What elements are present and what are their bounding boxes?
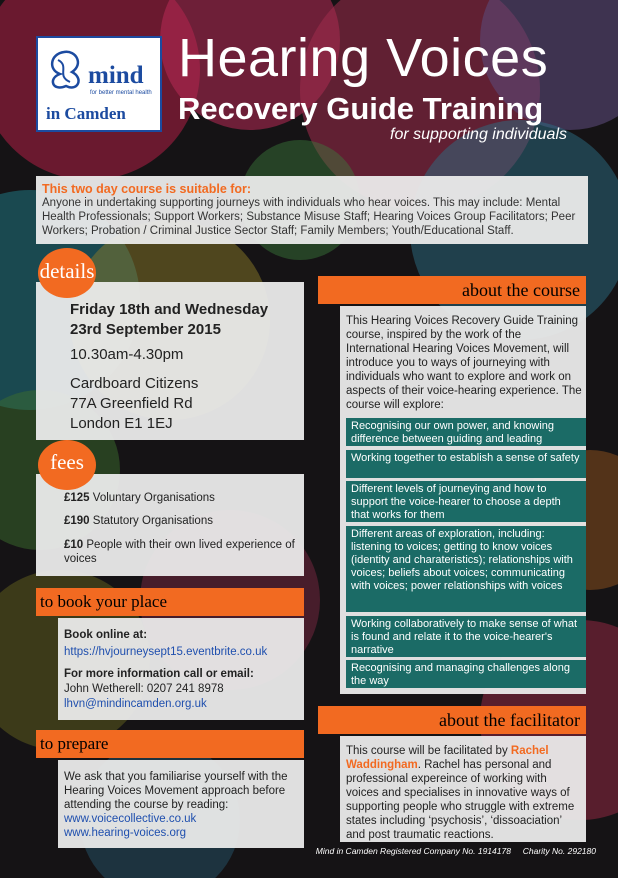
fee-amount: £125 (64, 492, 90, 504)
footer-charity: Charity No. 292180 (522, 846, 596, 856)
footer (300, 846, 596, 856)
logo-brand: mind (88, 62, 144, 89)
booking-contact-name: John Wetherell: 0207 241 8978 (64, 683, 224, 695)
facilitator-name: Rachel Waddingham (346, 745, 549, 771)
footer-company: Mind in Camden Registered Company No. 1914178 (315, 846, 511, 856)
booking-contact-heading: For more information call or email: (64, 668, 254, 680)
fees-label: fees (38, 440, 96, 490)
booking-online-heading: Book online at: (64, 629, 148, 641)
fee-amount: £10 (64, 539, 84, 551)
facilitator-text: . Rachel has personal and professional expereince of working with voices and specialises in innovative ways of supporting people who struggle with extreme states including ‘psychosis’, ‘dissoaciation’ and post traumatic reactions. (346, 759, 575, 841)
intro-heading: This two day course is suitable for: (42, 182, 252, 196)
intro-body: Anyone in undertaking supporting journeys with individuals who hear voices. This may include: Mental Health Professionals; Support Workers; Substance Misuse Staff; Hearing Voices Group Facilitators; Peer Workers; Probation / Criminal Justice Sector Staff; Family Members; Youth/Educational Staff. (42, 197, 576, 237)
fees-list (64, 492, 300, 566)
fee-item (64, 492, 300, 515)
details-dates-line1: Friday 18th and Wednesday (70, 301, 269, 318)
details-time: 10.30am-4.30pm (70, 346, 184, 363)
prepare-body: We ask that you familiarise yourself with the Hearing Voices Movement approach before attending the course by reading: (64, 771, 288, 811)
details-address (70, 374, 198, 434)
course-topic: Recognising our own power, and knowing difference between guiding and leading (346, 418, 586, 446)
prepare-label: to prepare (36, 730, 304, 758)
fee-amount: £190 (64, 515, 90, 527)
logo-location: in Camden (46, 104, 126, 123)
prepare-link-voicecollective[interactable]: www.voicecollective.co.uk (64, 813, 197, 825)
fee-item (64, 538, 300, 566)
course-topic: Working together to establish a sense of safety (346, 450, 586, 478)
fee-text: People with their own lived experience of voices (64, 539, 295, 565)
prepare-content (64, 770, 300, 840)
fee-text: Voluntary Organisations (89, 492, 215, 504)
details-street: 77A Greenfield Rd (70, 395, 193, 412)
mind-logo (36, 36, 162, 132)
booking-email-link[interactable]: lhvn@mindincamden.org.uk (64, 698, 207, 710)
details-label: details (38, 248, 96, 298)
page-tagline: for supporting individuals (390, 126, 567, 143)
fee-item (64, 515, 300, 538)
facilitator-body (346, 744, 582, 842)
facilitator-intro: This course will be facilitated by (346, 745, 511, 757)
booking-content (64, 628, 300, 712)
facilitator-label: about the facilitator (318, 706, 586, 734)
booking-label: to book your place (36, 588, 304, 616)
details-dates-line2: 23rd September 2015 (70, 321, 221, 338)
details-venue: Cardboard Citizens (70, 375, 199, 392)
details-dates (70, 300, 268, 340)
course-topic: Recognising and managing challenges along the way (346, 660, 586, 688)
course-body: This Hearing Voices Recovery Guide Training course, inspired by the work of the International Hearing Voices Movement, will introduce you to ways of journeying with individuals who want to explore and work on aspects of their voice-hearing experience. The course will explore: (346, 315, 582, 411)
fee-text: Statutory Organisations (89, 515, 213, 527)
course-label: about the course (318, 276, 586, 304)
intro-panel (36, 176, 588, 244)
prepare-link-hearing-voices[interactable]: www.hearing-voices.org (64, 827, 187, 839)
mind-figure-icon (44, 46, 86, 94)
page-subtitle: Recovery Guide Training (178, 91, 544, 126)
booking-url-link[interactable]: https://hvjourneysept15.eventbrite.co.uk (64, 646, 268, 658)
page-title: Hearing Voices (178, 28, 549, 88)
details-city: London E1 1EJ (70, 415, 173, 432)
course-topic: Different levels of journeying and how to support the voice-hearer to choose a depth that works for them (346, 481, 586, 522)
course-topic: Working collaboratively to make sense of what is found and relate it to the voice-hearer's narrative (346, 616, 586, 657)
logo-tagline: for better mental health (90, 90, 152, 96)
course-topic: Different areas of exploration, including: listening to voices; getting to know voices (identity and charateristics); relationships with voices; beliefs about voices; communicating with voices; power relationships with voices (346, 526, 586, 612)
